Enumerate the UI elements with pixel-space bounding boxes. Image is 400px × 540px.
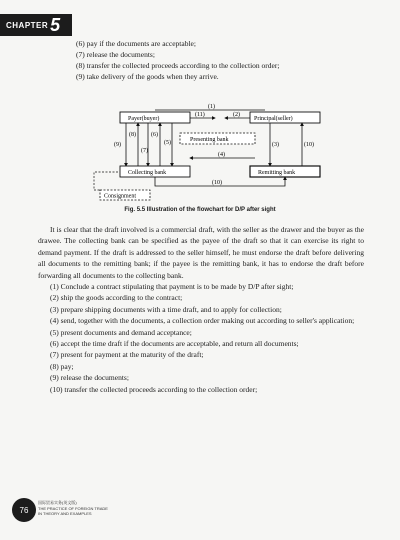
footer-line: THE PRACTICE OF FOREIGN TRADE: [38, 505, 108, 511]
label-1: (1): [208, 104, 215, 110]
consignment-link: [94, 172, 118, 190]
list-item: (5) present documents and demand acceptance;: [50, 327, 192, 337]
presenting-bank-label: Presenting bank: [190, 137, 229, 143]
list-item: (8) transfer the collected proceeds according to the collection order;: [76, 61, 280, 70]
payer-label: Payer(buyer): [128, 116, 160, 122]
footer-line: 国际贸易实务(英文版): [38, 500, 77, 505]
list-item: (1) Conclude a contract stipulating that payment is to be made by D/P after sight;: [50, 282, 294, 292]
label-11: (11): [195, 112, 205, 118]
list-item: (9) take delivery of the goods when they arrive.: [76, 72, 219, 81]
remitting-bank-label: Remitting bank: [258, 170, 296, 176]
list-item: (3) prepare shipping documents with a time draft, and to apply for collection;: [50, 304, 282, 314]
label-9: (9): [114, 142, 121, 148]
consignment-label: Consignment: [104, 193, 137, 200]
label-7: (7): [141, 148, 148, 154]
list-item: (4) send, together with the documents, a collection order making out according to seller's application;: [50, 316, 355, 326]
list-item: (6) accept the time draft if the documents are acceptable, and return all documents;: [50, 339, 299, 349]
footer-book-title: [38, 500, 148, 517]
chapter-number: 5: [50, 14, 61, 35]
chapter-header: [0, 14, 72, 36]
label-2: (2): [233, 112, 240, 118]
collecting-bank-label: Collecting bank: [128, 170, 167, 176]
chapter-word: CHAPTER: [6, 20, 49, 30]
list-item: (7) release the documents;: [76, 50, 155, 59]
figure-caption: Fig. 5.5 Illustration of the flowchart for D/P after sight: [124, 207, 276, 213]
label-10-right: (10): [304, 142, 314, 148]
paragraph: It is clear that the draft involved is a commercial draft, with the seller as the drawer and the buyer as the drawee. The collecting bank can be specified as the payee of the draft so that it can exercise its right to demand payment. If the draft is addressed to the seller himself, he must endorse the draft before delivering all documents to the remitting bank; if the payee is the remitting bank, it has to endorse the draft before forwarding all documents to the collecting bank.: [38, 225, 364, 280]
list-item: (2) ship the goods according to the contract;: [50, 293, 183, 303]
label-4: (4): [218, 152, 225, 158]
page-number: 76: [19, 505, 29, 515]
label-6: (6): [151, 132, 158, 138]
page-number-badge: [12, 498, 36, 522]
label-3: (3): [272, 142, 279, 148]
label-10-bottom: (10): [212, 180, 222, 186]
list-item: (8) pay;: [50, 361, 74, 371]
list-item: (10) transfer the collected proceeds according to the collection order;: [50, 384, 258, 394]
list-item: (6) pay if the documents are acceptable;: [76, 39, 196, 48]
list-item: (9) release the documents;: [50, 373, 129, 383]
label-5: (5): [164, 140, 171, 146]
label-8: (8): [129, 132, 136, 138]
flowchart-svg: [90, 100, 330, 210]
dp-flowchart: [90, 100, 330, 210]
principal-label: Principal(seller): [254, 116, 293, 122]
list-item: (7) present for payment at the maturity of the draft;: [50, 350, 204, 360]
top-step-list: [76, 38, 376, 82]
body-text: [38, 224, 364, 395]
footer-line: IN THEORY AND EXAMPLES: [38, 511, 92, 516]
